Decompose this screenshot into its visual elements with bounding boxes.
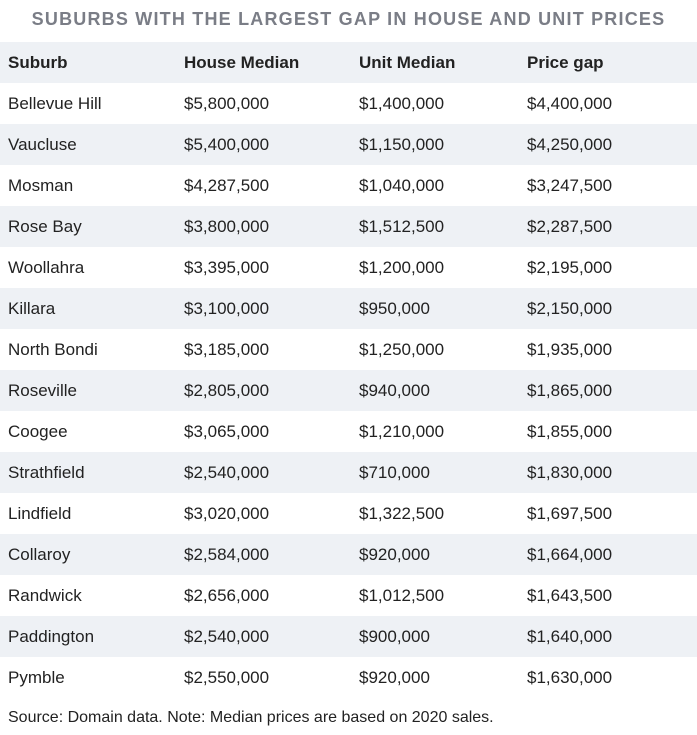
unit-median-cell: $940,000 <box>351 370 519 411</box>
unit-median-cell: $920,000 <box>351 534 519 575</box>
table-row <box>0 657 697 698</box>
house-median-cell: $3,800,000 <box>176 206 351 247</box>
suburb-cell: Randwick <box>0 575 176 616</box>
suburb-cell: Roseville <box>0 370 176 411</box>
table-body <box>0 83 697 698</box>
table-row <box>0 206 697 247</box>
house-median-cell: $3,100,000 <box>176 288 351 329</box>
price-gap-cell: $3,247,500 <box>519 165 697 206</box>
price-gap-cell: $1,935,000 <box>519 329 697 370</box>
house-median-cell: $2,656,000 <box>176 575 351 616</box>
unit-median-cell: $1,012,500 <box>351 575 519 616</box>
house-median-cell: $2,584,000 <box>176 534 351 575</box>
unit-median-cell: $950,000 <box>351 288 519 329</box>
table-row <box>0 493 697 534</box>
table-row <box>0 370 697 411</box>
price-gap-table <box>0 42 697 698</box>
house-median-cell: $2,540,000 <box>176 452 351 493</box>
suburb-cell: Mosman <box>0 165 176 206</box>
unit-median-cell: $710,000 <box>351 452 519 493</box>
unit-median-cell: $900,000 <box>351 616 519 657</box>
column-header-suburb: Suburb <box>0 42 176 83</box>
price-gap-cell: $1,855,000 <box>519 411 697 452</box>
price-gap-cell: $4,250,000 <box>519 124 697 165</box>
price-gap-cell: $2,287,500 <box>519 206 697 247</box>
price-gap-cell: $2,150,000 <box>519 288 697 329</box>
house-median-cell: $5,400,000 <box>176 124 351 165</box>
suburb-cell: Strathfield <box>0 452 176 493</box>
suburb-cell: Paddington <box>0 616 176 657</box>
price-gap-cell: $1,630,000 <box>519 657 697 698</box>
suburb-cell: Collaroy <box>0 534 176 575</box>
table-row <box>0 452 697 493</box>
column-header-unit-median: Unit Median <box>351 42 519 83</box>
house-median-cell: $3,185,000 <box>176 329 351 370</box>
suburb-cell: Lindfield <box>0 493 176 534</box>
unit-median-cell: $1,040,000 <box>351 165 519 206</box>
price-gap-cell: $1,865,000 <box>519 370 697 411</box>
suburb-cell: Rose Bay <box>0 206 176 247</box>
price-gap-cell: $1,830,000 <box>519 452 697 493</box>
unit-median-cell: $1,150,000 <box>351 124 519 165</box>
price-gap-cell: $1,664,000 <box>519 534 697 575</box>
table-row <box>0 83 697 124</box>
unit-median-cell: $1,512,500 <box>351 206 519 247</box>
house-median-cell: $3,395,000 <box>176 247 351 288</box>
table-row <box>0 165 697 206</box>
table-row <box>0 124 697 165</box>
table-row <box>0 534 697 575</box>
house-median-cell: $3,065,000 <box>176 411 351 452</box>
suburb-cell: Bellevue Hill <box>0 83 176 124</box>
unit-median-cell: $1,200,000 <box>351 247 519 288</box>
column-header-house-median: House Median <box>176 42 351 83</box>
table-row <box>0 329 697 370</box>
table-row <box>0 247 697 288</box>
source-note: Source: Domain data. Note: Median prices are based on 2020 sales. <box>8 709 494 726</box>
house-median-cell: $5,800,000 <box>176 83 351 124</box>
unit-median-cell: $1,210,000 <box>351 411 519 452</box>
suburb-cell: Coogee <box>0 411 176 452</box>
table-row <box>0 288 697 329</box>
column-header-price-gap: Price gap <box>519 42 697 83</box>
table-row <box>0 575 697 616</box>
house-median-cell: $4,287,500 <box>176 165 351 206</box>
price-gap-cell: $4,400,000 <box>519 83 697 124</box>
suburb-cell: Woollahra <box>0 247 176 288</box>
house-median-cell: $2,550,000 <box>176 657 351 698</box>
price-gap-cell: $1,697,500 <box>519 493 697 534</box>
suburb-cell: Killara <box>0 288 176 329</box>
unit-median-cell: $1,250,000 <box>351 329 519 370</box>
table-header-row <box>0 42 697 83</box>
suburb-cell: Pymble <box>0 657 176 698</box>
table-row <box>0 616 697 657</box>
house-median-cell: $2,805,000 <box>176 370 351 411</box>
unit-median-cell: $1,400,000 <box>351 83 519 124</box>
house-median-cell: $2,540,000 <box>176 616 351 657</box>
house-median-cell: $3,020,000 <box>176 493 351 534</box>
price-gap-cell: $1,640,000 <box>519 616 697 657</box>
unit-median-cell: $1,322,500 <box>351 493 519 534</box>
page-title: SUBURBS WITH THE LARGEST GAP IN HOUSE AND UNIT PRICES <box>31 9 666 29</box>
unit-median-cell: $920,000 <box>351 657 519 698</box>
price-gap-cell: $1,643,500 <box>519 575 697 616</box>
table-row <box>0 411 697 452</box>
suburb-cell: North Bondi <box>0 329 176 370</box>
suburb-cell: Vaucluse <box>0 124 176 165</box>
price-gap-cell: $2,195,000 <box>519 247 697 288</box>
